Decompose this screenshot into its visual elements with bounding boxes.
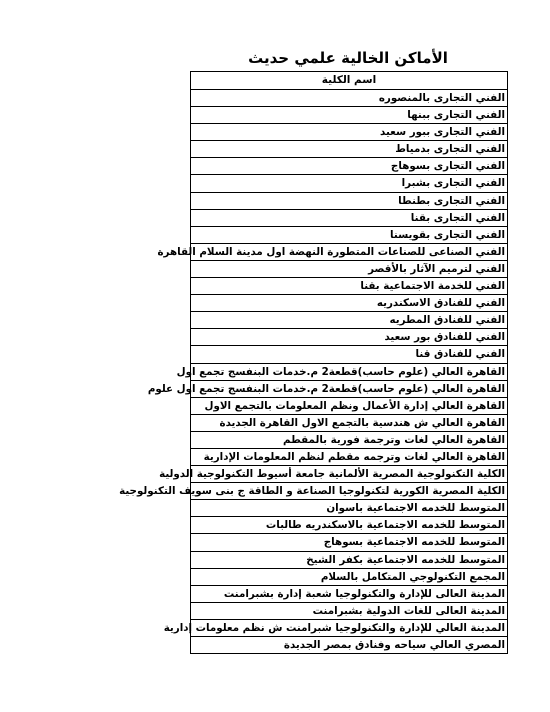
table-row: الفني للفنادق الاسكندريه — [191, 295, 507, 312]
table-row: الفني التجارى ببنها — [191, 107, 507, 124]
table-row: الفني التجارى بالمنصوره — [191, 90, 507, 107]
table-row: القاهرة العالي إدارة الأعمال ونظم المعلومات بالتجمع الاول — [191, 398, 507, 415]
table-row: الفني للفنادق قنا — [191, 346, 507, 363]
table-body — [119, 90, 507, 654]
table-row: القاهرة العالي ش هندسية بالتجمع الاول القاهرة الجديدة — [191, 415, 507, 432]
table-row: المتوسط للخدمه الاجتماعية باسوان — [191, 500, 507, 517]
table-row: المجمع التكنولوجي المتكامل بالسلام — [191, 569, 507, 586]
table-row: المدينة العالى للغات الدولية بشبرامنت — [191, 603, 507, 620]
table-row: القاهرة العالي (علوم حاسب)قطعة2 م.خدمات البنفسج تجمع اول علوم — [191, 381, 507, 398]
table-row: المدينة العالى للإدارة والتكنولوجيا شعبة إدارة بشبرامنت — [191, 586, 507, 603]
table-row: الفني التجارى بدمياط — [191, 141, 507, 158]
table-row: المدينة العالي للإدارة والتكنولوجيا شبرامنت ش نظم معلومات إدارية — [191, 620, 507, 637]
table-row: القاهرة العالي لغات وترجمة فورية بالمقطم — [191, 432, 507, 449]
table-row: الفني لترميم الآثار بالأقصر — [191, 261, 507, 278]
table-row: الفني للخدمة الاجتماعية بقنا — [191, 278, 507, 295]
table-row: الفني للفنادق المطريه — [191, 312, 507, 329]
table-row: الفني الصناعى للصناعات المتطورة النهضة اول مدينة السلام القاهرة — [191, 244, 507, 261]
table-row: الفني التجارى بسوهاج — [191, 158, 507, 175]
table-row: القاهرة العالي (علوم حاسب)قطعة2 م.خدمات البنفسج تجمع اول — [191, 364, 507, 381]
table-row: الكلية التكنولوجية المصرية الألمانية جامعة أسيوط التكنولوجية الدولية — [191, 466, 507, 483]
table-row: الفني التجارى بقنا — [191, 210, 507, 227]
table-row: المتوسط للخدمه الاجتماعية بكفر الشيخ — [191, 552, 507, 569]
table-row: المتوسط للخدمه الاجتماعية بالاسكندريه طالبات — [191, 517, 507, 534]
table-row: المتوسط للخدمه الاجتماعية بسوهاج — [191, 534, 507, 551]
table-row: الفني التجارى بشبرا — [191, 175, 507, 192]
table-row: الفني للفنادق بور سعيد — [191, 329, 507, 346]
table-row: الفني التجارى بطنطا — [191, 193, 507, 210]
table-row: الكلية المصرية الكورية لتكنولوجيا الصناعة و الطاقة ج بنى سويف التكنولوجية — [191, 483, 507, 500]
column-header-college-name: اسم الكلية — [191, 72, 507, 90]
table-row: المصري العالي سياحه وفنادق بمصر الجديدة — [191, 637, 507, 654]
page-title: الأماكن الخالية علمي حديث — [248, 49, 448, 67]
table-row: القاهرة العالي لغات وترجمه مقطم لنظم المعلومات الإدارية — [191, 449, 507, 466]
colleges-table — [119, 71, 508, 654]
table-row: الفني التجارى ببور سعيد — [191, 124, 507, 141]
table-row: الفني التجارى بقويسنا — [191, 227, 507, 244]
